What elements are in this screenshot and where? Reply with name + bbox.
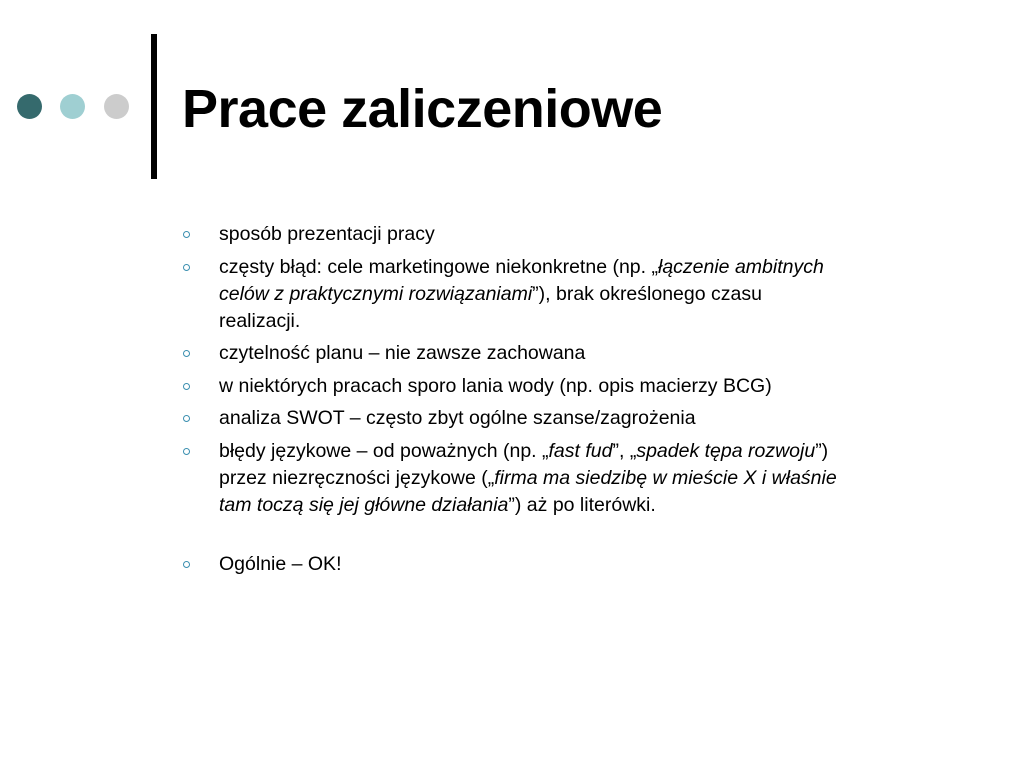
bullet-text: częsty błąd: cele marketingowe niekonkretne (np. „ (219, 255, 658, 278)
bullet-text-italic: tam toczą się jej główne działania (219, 493, 509, 516)
title-divider (151, 34, 157, 179)
bullet-text-line (219, 254, 962, 281)
bullet-text-line (219, 492, 962, 519)
bullet-text: realizacji. (219, 309, 301, 332)
bullet-item (182, 373, 962, 400)
bullet-text-line (219, 221, 962, 248)
decorative-dot-grey (104, 94, 129, 119)
bullet-item (182, 438, 962, 519)
bullet-item (182, 221, 962, 248)
bullet-text-italic: fast fud (548, 439, 613, 462)
bullet-ring-icon (183, 561, 190, 568)
decorative-dot-dark (17, 94, 42, 119)
bullet-text: ”, „ (612, 439, 637, 462)
bullet-text: sposób prezentacji pracy (219, 223, 435, 245)
bullet-item (182, 254, 962, 335)
bullet-item (182, 340, 962, 367)
bullet-text: czytelność planu – nie zawsze zachowana (219, 342, 586, 364)
bullet-text: przez niezręczności językowe („ (219, 466, 495, 489)
bullet-text-line (219, 308, 962, 335)
bullet-text: w niektórych pracach sporo lania wody (np. opis macierzy BCG) (219, 374, 772, 397)
bullet-text-italic: łączenie ambitnych (657, 255, 824, 278)
bullet-text: błędy językowe – od poważnych (np. „ (219, 439, 549, 462)
bullet-text: ”), brak określonego czasu (532, 282, 762, 305)
bullet-ring-icon (183, 448, 190, 455)
bullet-text-line (219, 551, 962, 578)
bullet-item (182, 551, 962, 578)
bullet-text-line (219, 340, 962, 367)
bullet-text-italic: firma ma siedzibę w mieście X i właśnie (494, 466, 837, 489)
bullet-ring-icon (183, 350, 190, 357)
bullet-text-line (219, 405, 962, 432)
bullet-text: ”) aż po literówki. (508, 493, 656, 516)
bullet-list (182, 221, 962, 583)
bullet-text-italic: celów z praktycznymi rozwiązaniami (219, 282, 533, 305)
bullet-text-line (219, 281, 962, 308)
bullet-text: ”) (815, 439, 829, 462)
bullet-ring-icon (183, 415, 190, 422)
bullet-ring-icon (183, 264, 190, 271)
bullet-text: analiza SWOT – często zbyt ogólne szanse/zagrożenia (219, 407, 696, 429)
bullet-text-line (219, 438, 962, 465)
slide-title: Prace zaliczeniowe (182, 79, 663, 139)
bullet-ring-icon (183, 383, 190, 390)
bullet-text-line (219, 465, 962, 492)
decorative-dot-light (60, 94, 85, 119)
bullet-text-line (219, 373, 962, 400)
bullet-text: Ogólnie – OK! (219, 552, 342, 575)
bullet-text-italic: spadek tępa rozwoju (636, 439, 816, 462)
bullet-ring-icon (183, 231, 190, 238)
bullet-item (182, 405, 962, 432)
